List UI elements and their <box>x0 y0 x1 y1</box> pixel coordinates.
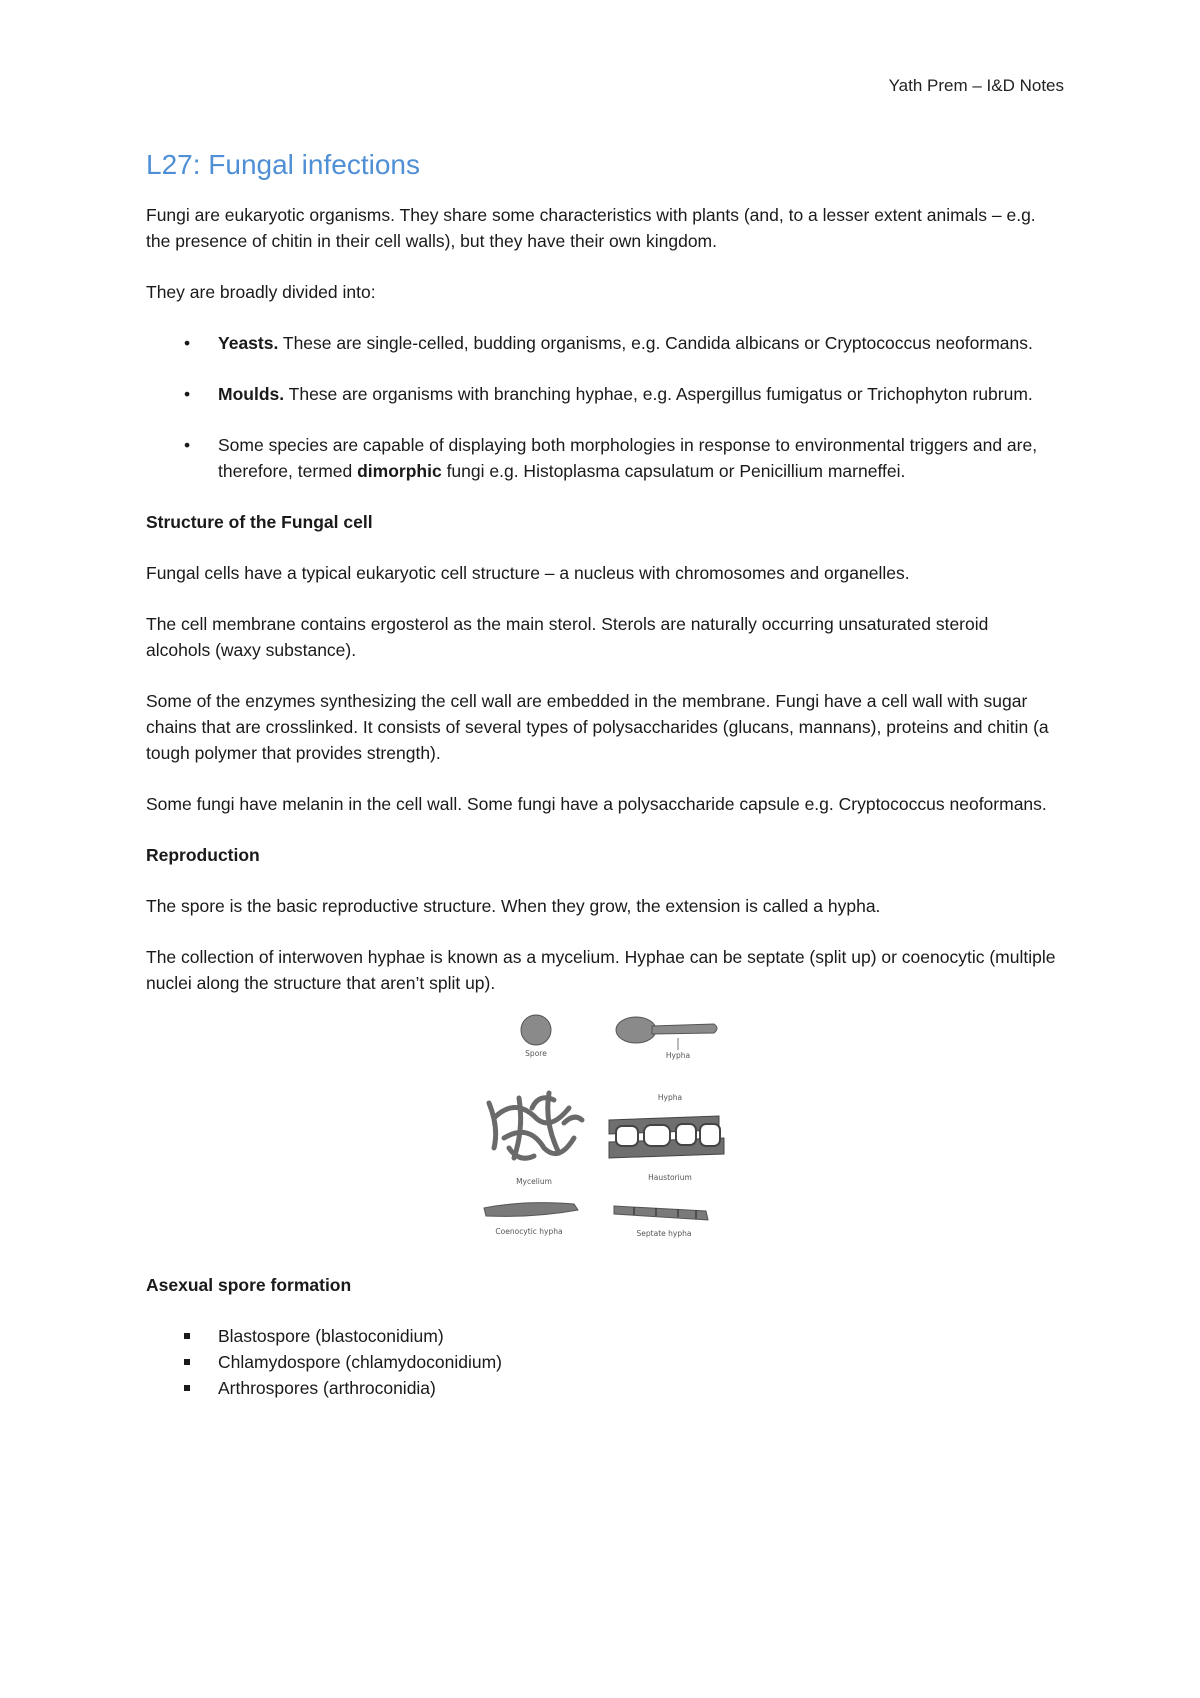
term-dimorphic: dimorphic <box>357 461 442 481</box>
term-moulds: Moulds. <box>218 384 285 404</box>
square-bullet-icon <box>184 1385 190 1391</box>
fungal-morphology-figure <box>474 1008 744 1254</box>
list-item <box>146 1323 1056 1349</box>
bullet-icon: • <box>184 435 191 455</box>
structure-paragraph-4: Some fungi have melanin in the cell wall. Some fungi have a polysaccharide capsule e.g. Cryptococcus neoformans. <box>146 794 1047 814</box>
bullet-icon: • <box>184 384 191 404</box>
term-yeasts: Yeasts. <box>218 333 279 353</box>
septate-hypha-shape <box>614 1206 708 1220</box>
section-heading-reproduction: Reproduction <box>146 845 260 865</box>
structure-paragraph-1: Fungal cells have a typical eukaryotic cell structure – a nucleus with chromosomes and organelles. <box>146 563 910 583</box>
septate-hypha-label: Septate hypha <box>636 1229 692 1238</box>
reproduction-paragraph-1: The spore is the basic reproductive structure. When they grow, the extension is called a hypha. <box>146 896 881 916</box>
dimorphic-lead: Some species are capable of displaying both morphologies in response to environmental triggers and are, therefore, termed <box>218 435 1038 481</box>
list-item <box>146 1375 1056 1401</box>
page-title: L27: Fungal infections <box>146 149 420 180</box>
square-bullet-icon <box>184 1333 190 1339</box>
spore-label: Spore <box>525 1049 547 1058</box>
reproduction-paragraph-2: The collection of interwoven hyphae is known as a mycelium. Hyphae can be septate (split up) or coenocytic (multiple nuclei along the structure that aren’t split up). <box>146 947 1056 993</box>
intro-division-lead: They are broadly divided into: <box>146 282 376 302</box>
germinating-spore-shape <box>616 1017 717 1050</box>
yeasts-description: These are single-celled, budding organisms, e.g. Candida albicans or Cryptococcus neoformans. <box>278 333 1033 353</box>
fungal-morphology-diagram <box>474 1008 744 1254</box>
coenocytic-hypha-shape <box>484 1203 578 1217</box>
mycelium-shape <box>489 1093 582 1158</box>
asexual-spore-list <box>146 1323 1056 1401</box>
dimorphic-description: fungi e.g. Histoplasma capsulatum or Penicillium marneffei. <box>441 461 906 481</box>
structure-paragraph-3: Some of the enzymes synthesizing the cell wall are embedded in the membrane. Fungi have a cell wall with sugar chains that are crosslinked. It consists of several types of polysaccharides (glucans, mannans), proteins and chitin (a tough polymer that provides strength). <box>146 691 1049 763</box>
hypha-label-mid: Hypha <box>657 1093 683 1102</box>
structure-paragraph-2: The cell membrane contains ergosterol as the main sterol. Sterols are naturally occurring unsaturated steroid alcohols (waxy substance). <box>146 614 989 660</box>
document-body <box>146 148 1056 1401</box>
fungi-types-list <box>146 330 1056 484</box>
haustorium-label: Haustorium <box>648 1173 692 1182</box>
coenocytic-hypha-label: Coenocytic hypha <box>495 1227 563 1236</box>
list-item <box>146 1349 1056 1375</box>
intro-paragraph: Fungi are eukaryotic organisms. They share some characteristics with plants (and, to a lesser extent animals – e.g. the presence of chitin in their cell walls), but they have their own kingdom. <box>146 205 1036 251</box>
haustorium-shape <box>609 1116 724 1158</box>
bullet-icon: • <box>184 333 191 353</box>
section-heading-structure: Structure of the Fungal cell <box>146 512 373 532</box>
list-item-yeasts <box>146 330 1056 356</box>
square-bullet-icon <box>184 1359 190 1365</box>
hypha-label-top: Hypha <box>665 1051 691 1060</box>
list-item-label: Arthrospores (arthroconidia) <box>218 1378 436 1398</box>
list-item-label: Blastospore (blastoconidium) <box>218 1326 444 1346</box>
section-heading-asexual: Asexual spore formation <box>146 1275 352 1295</box>
list-item-label: Chlamydospore (chlamydoconidium) <box>218 1352 503 1372</box>
running-header: Yath Prem – I&D Notes <box>888 76 1064 95</box>
list-item-dimorphic <box>146 432 1056 484</box>
moulds-description: These are organisms with branching hyphae, e.g. Aspergillus fumigatus or Trichophyton rubrum. <box>284 384 1033 404</box>
spore-shape <box>521 1015 551 1045</box>
mycelium-label: Mycelium <box>516 1177 552 1186</box>
list-item-moulds <box>146 381 1056 407</box>
